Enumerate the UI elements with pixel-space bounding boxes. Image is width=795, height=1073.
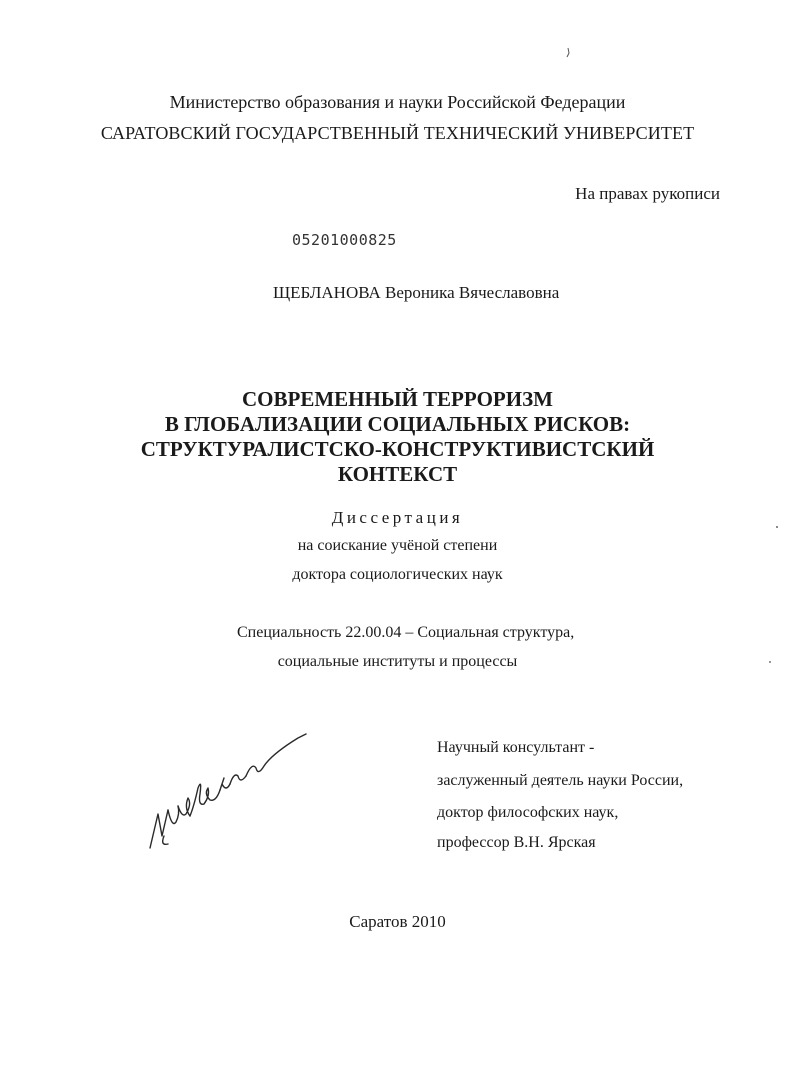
- dissertation-title: [0, 387, 795, 487]
- title-line: В ГЛОБАЛИЗАЦИИ СОЦИАЛЬНЫХ РИСКОВ:: [164, 412, 631, 436]
- title-line: СТРУКТУРАЛИСТСКО-КОНСТРУКТИВИСТСКИЙ: [140, 437, 655, 461]
- title-line: СОВРЕМЕННЫЙ ТЕРРОРИЗМ: [242, 387, 553, 411]
- scan-speck: [564, 47, 572, 59]
- author-name: ЩЕБЛАНОВА Вероника Вячеславовна: [273, 283, 560, 302]
- ministry-name: Министерство образования и науки Российской Федерации: [169, 92, 626, 112]
- catalog-code: 05201000825: [292, 231, 397, 249]
- document-type: Диссертация: [331, 508, 464, 527]
- advisor-line: доктор философских наук,: [437, 804, 619, 821]
- specialty-line: социальные институты и процессы: [277, 653, 518, 670]
- degree-line: доктора социологических наук: [292, 566, 503, 583]
- manuscript-rights-note: На правах рукописи: [575, 184, 720, 203]
- specialty-line: Специальность 22.00.04 – Социальная структура,: [237, 624, 575, 641]
- city-year: Саратов 2010: [349, 912, 446, 931]
- university-name: САРАТОВСКИЙ ГОСУДАРСТВЕННЫЙ ТЕХНИЧЕСКИЙ УНИВЕРСИТЕТ: [100, 123, 695, 143]
- degree-line: на соискание учёной степени: [297, 537, 498, 554]
- advisor-line: Научный консультант -: [437, 739, 595, 756]
- advisor-line: профессор В.Н. Ярская: [437, 834, 596, 851]
- title-line: КОНТЕКСТ: [337, 462, 458, 486]
- handwritten-signature: [138, 718, 313, 858]
- advisor-line: заслуженный деятель науки России,: [437, 772, 684, 789]
